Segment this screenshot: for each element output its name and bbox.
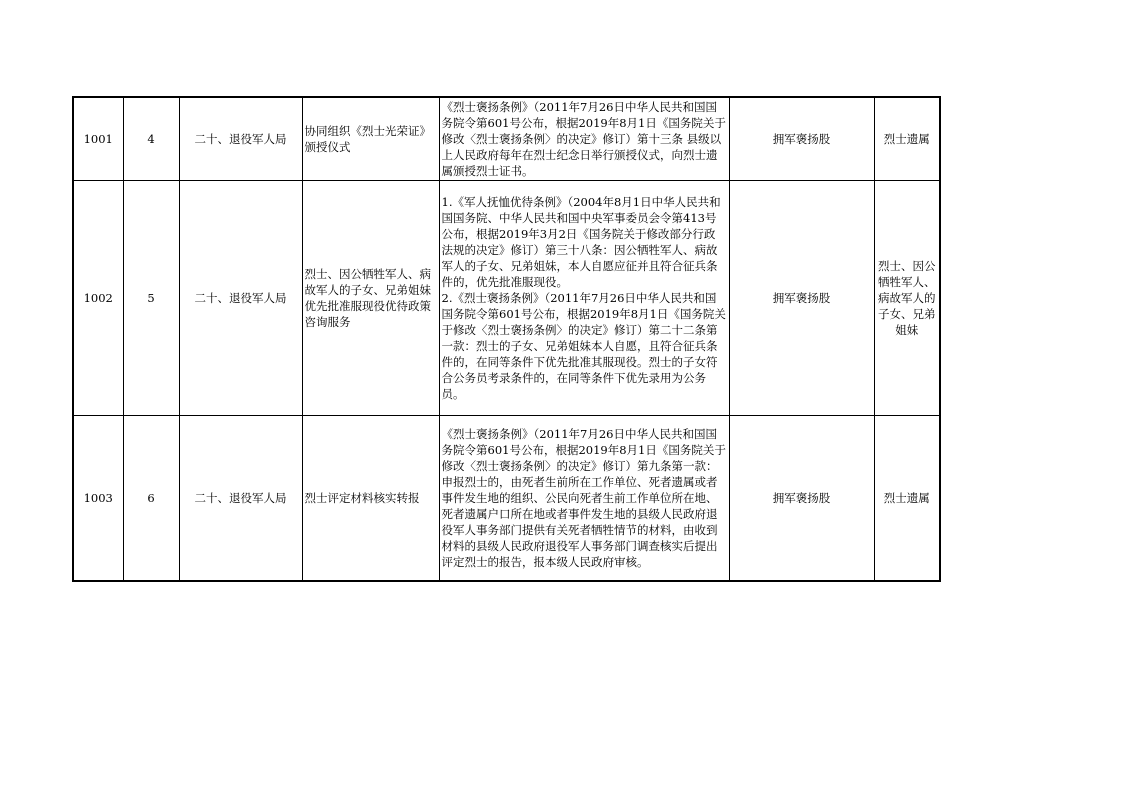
cell-unit: 拥军褒扬股: [729, 416, 874, 582]
service-items-table: [72, 96, 941, 582]
cell-target: 烈士、因公牺牲军人、病故军人的子女、兄弟姐妹: [874, 181, 940, 416]
cell-dept: 二十、退役军人局: [179, 97, 302, 181]
cell-unit: 拥军褒扬股: [729, 181, 874, 416]
cell-dept: 二十、退役军人局: [179, 416, 302, 582]
table-row: [73, 181, 940, 416]
cell-target: 烈士遗属: [874, 416, 940, 582]
basis-text: 1.《军人抚恤优待条例》（2004年8月1日中华人民共和国国务院、中华人民共和国中央军事委员会令第413号公布，根据2019年3月2日《国务院关于修改部分行政法规的决定》修订）第三十八条：因公牺牲军人、病故军人的子女、兄弟姐妹，本人自愿应征并且符合征兵条件的，优先批准服现役。 2.《烈士褒扬条例》（2011年7月26日中华人民共和国国务院令第601号公布，根据2019年8月1日《国务院关于修改〈烈士褒扬条例〉的决定》修订）第二十二条第一款：烈士的子女、兄弟姐妹本人自愿，且符合征兵条件的，在同等条件下优先批准其服现役。烈士的子女符合公务员考录条件的，在同等条件下优先录用为公务员。: [441, 195, 726, 401]
cell-item: 烈士、因公牺牲军人、病故军人的子女、兄弟姐妹优先批准服现役优待政策咨询服务: [302, 181, 439, 416]
cell-basis: [439, 416, 729, 582]
cell-no: 6: [123, 416, 179, 582]
basis-text: 《烈士褒扬条例》（2011年7月26日中华人民共和国国务院令第601号公布，根据2019年8月1日《国务院关于修改〈烈士褒扬条例〉的决定》修订）第十三条 县级以上人民政府每年在烈士纪念日举行颁授仪式，向烈士遗属颁授烈士证书。: [441, 100, 726, 178]
table-row: [73, 416, 940, 582]
cell-basis: [439, 181, 729, 416]
basis-text: 《烈士褒扬条例》（2011年7月26日中华人民共和国国务院令第601号公布，根据2019年8月1日《国务院关于修改〈烈士褒扬条例〉的决定》修订）第九条第一款：申报烈士的，由死者生前所在工作单位、死者遗属或者事件发生地的组织、公民向死者生前工作单位所在地、死者遗属户口所在地或者事件发生地的县级人民政府退役军人事务部门提供有关死者牺牲情节的材料，由收到材料的县级人民政府退役军人事务部门调查核实后提出评定烈士的报告，报本级人民政府审核。: [441, 427, 726, 569]
cell-unit: 拥军褒扬股: [729, 97, 874, 181]
cell-id: 1003: [73, 416, 123, 582]
cell-target: 烈士遗属: [874, 97, 940, 181]
cell-id: 1001: [73, 97, 123, 181]
cell-basis: [439, 97, 729, 181]
table-row: [73, 97, 940, 181]
cell-no: 4: [123, 97, 179, 181]
cell-dept: 二十、退役军人局: [179, 181, 302, 416]
cell-id: 1002: [73, 181, 123, 416]
cell-no: 5: [123, 181, 179, 416]
cell-item: 协同组织《烈士光荣证》颁授仪式: [302, 97, 439, 181]
cell-item: 烈士评定材料核实转报: [302, 416, 439, 582]
